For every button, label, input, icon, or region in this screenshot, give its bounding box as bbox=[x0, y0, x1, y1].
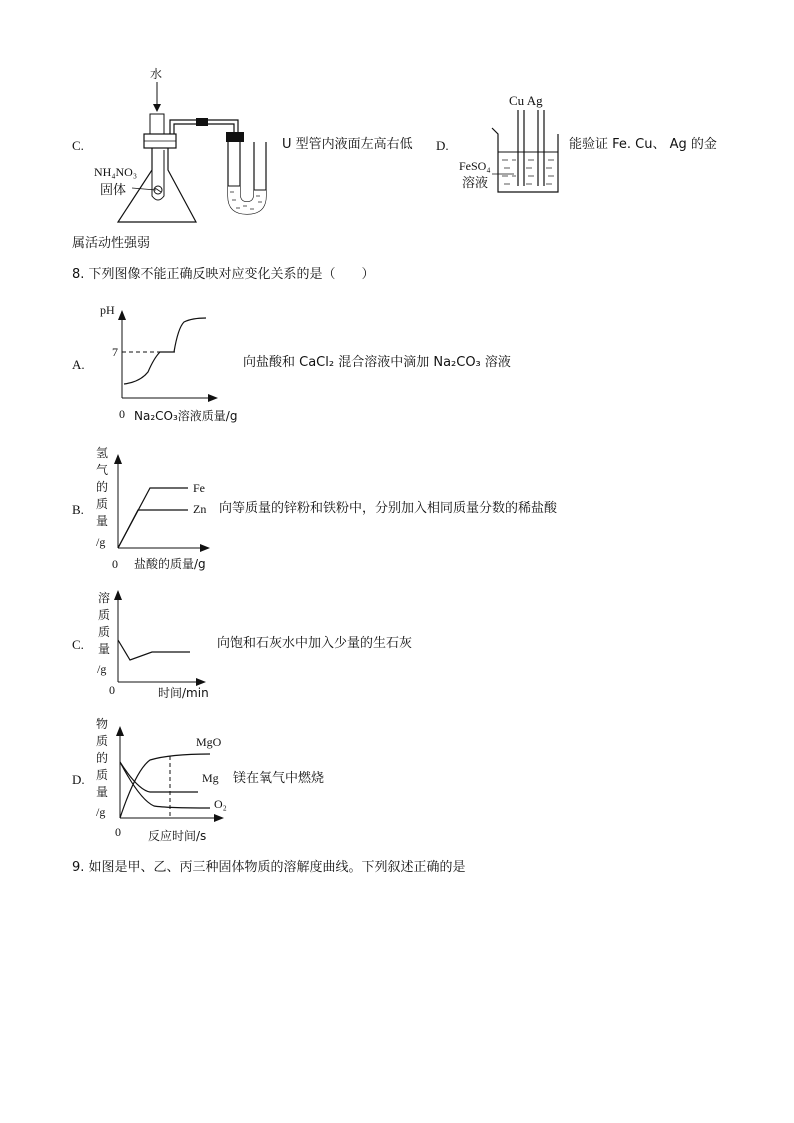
q7-option-c-conclusion: U 型管内液面左高右低 bbox=[282, 137, 413, 152]
graph-a-origin: 0 bbox=[119, 407, 125, 421]
graph-b-ylabel-5: 量 bbox=[96, 514, 109, 528]
q8-option-c-letter: C. bbox=[72, 637, 84, 652]
graph-b-origin: 0 bbox=[112, 557, 118, 571]
graph-b-ylabel-4: 质 bbox=[96, 497, 109, 511]
series-o2: O₂ bbox=[214, 797, 227, 811]
series-mgo: MgO bbox=[196, 735, 222, 749]
graph-b-ylabel-6: /g bbox=[96, 535, 106, 549]
nh4no3-label: NH₄NO₃ bbox=[94, 165, 138, 179]
graph-d-xlabel: 反应时间/s bbox=[148, 829, 207, 843]
graph-c-ylabel-2: 质 bbox=[98, 608, 111, 622]
graph-c-ylabel-1: 溶 bbox=[98, 591, 111, 605]
graph-b-ylabel-1: 氢 bbox=[96, 446, 109, 460]
solution-label: 溶液 bbox=[462, 176, 489, 191]
graph-b-xlabel: 盐酸的质量/g bbox=[134, 557, 206, 571]
q8-option-a-letter: A. bbox=[72, 357, 85, 372]
graph-d-ylabel-1: 物 bbox=[96, 717, 109, 731]
water-label: 水 bbox=[150, 67, 163, 81]
q8-option-d-desc: 镁在氧气中燃烧 bbox=[233, 771, 325, 786]
graph-d-ylabel-6: /g bbox=[96, 805, 106, 819]
q9-stem: 9. 如图是甲、乙、丙三种固体物质的溶解度曲线。下列叙述正确的是 bbox=[72, 860, 466, 875]
graph-c-ylabel-4: 量 bbox=[98, 642, 111, 656]
q8-option-b-letter: B. bbox=[72, 502, 84, 517]
graph-a-ytick: 7 bbox=[112, 345, 118, 359]
q8-option-c-desc: 向饱和石灰水中加入少量的生石灰 bbox=[217, 636, 413, 651]
graph-d-origin: 0 bbox=[115, 825, 121, 839]
q8-option-d-letter: D. bbox=[72, 772, 85, 787]
q7-option-d-conclusion-2: 属活动性强弱 bbox=[72, 236, 151, 251]
series-fe: Fe bbox=[193, 481, 205, 495]
graph-d-ylabel-5: 量 bbox=[96, 785, 109, 799]
q8-option-a-desc: 向盐酸和 CaCl₂ 混合溶液中滴加 Na₂CO₃ 溶液 bbox=[243, 355, 511, 370]
series-zn: Zn bbox=[193, 502, 207, 516]
graph-b-ylabel-3: 的 bbox=[96, 480, 109, 494]
graph-a-xlabel: Na₂CO₃溶液质量/g bbox=[134, 409, 238, 423]
graph-c-ylabel-5: /g bbox=[97, 662, 107, 676]
q7-option-c-letter: C. bbox=[72, 138, 84, 153]
graph-d-ylabel-3: 的 bbox=[96, 751, 109, 765]
graph-c-xlabel: 时间/min bbox=[158, 686, 209, 700]
graph-d-ylabel-4: 质 bbox=[96, 768, 109, 782]
graph-b-ylabel-2: 气 bbox=[96, 463, 109, 477]
q8-stem: 8. 下列图像不能正确反映对应变化关系的是（ ） bbox=[72, 267, 375, 282]
series-mg: Mg bbox=[202, 771, 219, 785]
q7-option-d-conclusion-1: 能验证 Fe. Cu、 Ag 的金 bbox=[569, 137, 717, 152]
feso4-label: FeSO₄ bbox=[459, 159, 491, 173]
curve-o2 bbox=[120, 762, 210, 808]
electrode-labels: Cu Ag bbox=[509, 93, 543, 108]
graph-c-ylabel-3: 质 bbox=[98, 625, 111, 639]
solid-label: 固体 bbox=[100, 183, 127, 198]
graph-a-ylabel: pH bbox=[100, 303, 115, 317]
graph-d-ylabel-2: 质 bbox=[96, 734, 109, 748]
graph-c-origin: 0 bbox=[109, 683, 115, 697]
q7-option-d-letter: D. bbox=[436, 138, 449, 153]
q8-option-b-desc: 向等质量的锌粉和铁粉中，分别加入相同质量分数的稀盐酸 bbox=[219, 501, 558, 516]
